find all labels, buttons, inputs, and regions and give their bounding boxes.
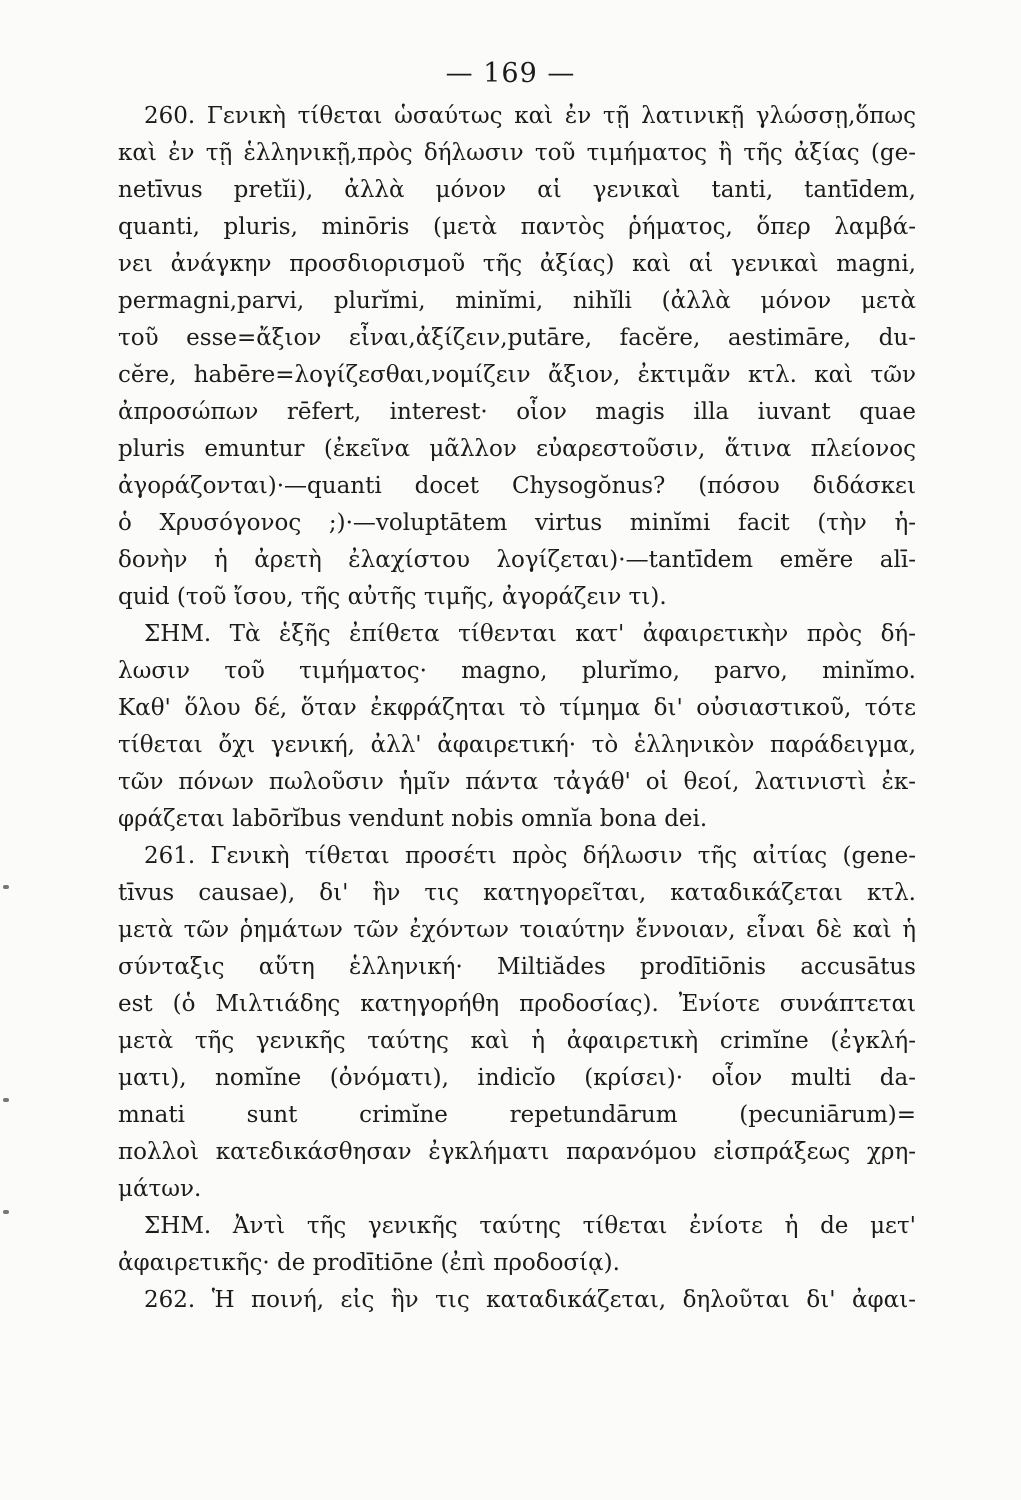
scan-margin-mark [3, 1210, 9, 1214]
text-line: φράζεται labōrĭbus vendunt nobis omnĭa bona dei. [118, 806, 708, 832]
text-line: netīvus pretĭi), ἀλλὰ μόνον αἱ γενικαὶ tanti, tantīdem, [118, 177, 916, 203]
text-line: ὁ Χρυσόγονος ;)·—voluptātem virtus minĭmi facit (τὴν ἡ- [118, 510, 916, 536]
text-line: 260. Γενικὴ τίθεται ὡσαύτως καὶ ἐν τῇ λατινικῇ γλώσσῃ,ὅπως [144, 103, 916, 129]
text-line: μάτων. [118, 1176, 202, 1202]
text-line: μετὰ τῆς γενικῆς ταύτης καὶ ἡ ἀφαιρετικὴ crimĭne (ἐγκλή- [118, 1028, 916, 1054]
text-line: quanti, pluris, minōris (μετὰ παντὸς ῥήματος, ὅπερ λαμβά- [118, 214, 916, 240]
text-line: est (ὁ Μιλτιάδης κατηγορήθη προδοσίας). Ἐνίοτε συνάπτεται [118, 991, 916, 1017]
text-line: 262. Ἡ ποινή, εἰς ἣν τις καταδικάζεται, δηλοῦται δι' ἀφαι- [144, 1287, 916, 1313]
text-line: pluris emuntur (ἐκεῖνα μᾶλλον εὐαρεστοῦσιν, ἅτινα πλείονος [118, 436, 916, 462]
text-line: quid (τοῦ ἴσου, τῆς αὐτῆς τιμῆς, ἀγοράζειν τι). [118, 584, 667, 610]
text-line: permagni,parvi, plurĭmi, minĭmi, nihĭli (ἀλλὰ μόνον μετὰ [118, 288, 916, 314]
text-line: ἀφαιρετικῆς· de prodītiōne (ἐπὶ προδοσίᾳ). [118, 1250, 620, 1276]
text-line: λωσιν τοῦ τιμήματος· magno, plurĭmo, parvo, minĭmo. [118, 658, 916, 684]
page-number: — 169 — [445, 58, 576, 89]
text-line: ἀπροσώπων rēfert, interest· οἷον magis illa iuvant quae [118, 399, 916, 425]
text-line: πολλοὶ κατεδικάσθησαν ἐγκλήματι παρανόμου εἰσπράξεως χρη- [118, 1139, 916, 1165]
text-line: ΣΗΜ. Ἀντὶ τῆς γενικῆς ταύτης τίθεται ἐνίοτε ἡ de μετ' [144, 1213, 916, 1239]
scan-margin-mark [3, 885, 9, 889]
text-line: tīvus causae), δι' ἣν τις κατηγορεῖται, καταδικάζεται κτλ. [118, 880, 916, 906]
text-line: cĕre, habēre=λογίζεσθαι,νομίζειν ἄξιον, ἐκτιμᾶν κτλ. καὶ τῶν [118, 362, 916, 388]
text-line: τίθεται ὄχι γενική, ἀλλ' ἀφαιρετική· τὸ ἑλληνικὸν παράδειγμα, [118, 732, 916, 758]
text-line: mnati sunt crimĭne repetundārum (pecuniārum)= [118, 1102, 916, 1128]
text-line: Καθ' ὅλου δέ, ὅταν ἐκφράζηται τὸ τίμημα δι' οὐσιαστικοῦ, τότε [118, 695, 916, 721]
text-line: τῶν πόνων πωλοῦσιν ἡμῖν πάντα τἀγάθ' οἱ θεοί, λατινιστὶ ἐκ- [118, 769, 916, 795]
text-line: τοῦ esse=ἄξιον εἶναι,ἀξίζειν,putāre, facĕre, aestimāre, du- [118, 325, 916, 351]
scan-margin-mark [3, 1098, 9, 1102]
text-line: μετὰ τῶν ῥημάτων τῶν ἐχόντων τοιαύτην ἔννοιαν, εἶναι δὲ καὶ ἡ [118, 917, 916, 943]
text-line: καὶ ἐν τῇ ἑλληνικῇ,πρὸς δήλωσιν τοῦ τιμήματος ἢ τῆς ἀξίας (ge- [118, 140, 916, 166]
text-line: σύνταξις αὕτη ἑλληνική· Miltiădes prodītiōnis accusātus [118, 954, 916, 980]
text-line: 261. Γενικὴ τίθεται προσέτι πρὸς δήλωσιν τῆς αἰτίας (gene- [144, 843, 916, 869]
text-line: ἀγοράζονται)·—quanti docet Chysogŏnus? (πόσου διδάσκει [118, 473, 916, 499]
text-line: ΣΗΜ. Τὰ ἑξῆς ἐπίθετα τίθενται κατ' ἀφαιρετικὴν πρὸς δή- [144, 621, 916, 647]
text-line: δονὴν ἡ ἀρετὴ ἐλαχίστου λογίζεται)·—tantīdem emĕre alī- [118, 547, 916, 573]
text-line: νει ἀνάγκην προσδιορισμοῦ τῆς ἀξίας) καὶ αἱ γενικαὶ magni, [118, 251, 916, 277]
text-line: ματι), nomĭne (ὀνόματι), indicĭo (κρίσει)· οἷον multi da- [118, 1065, 916, 1091]
body-text [118, 98, 916, 1319]
